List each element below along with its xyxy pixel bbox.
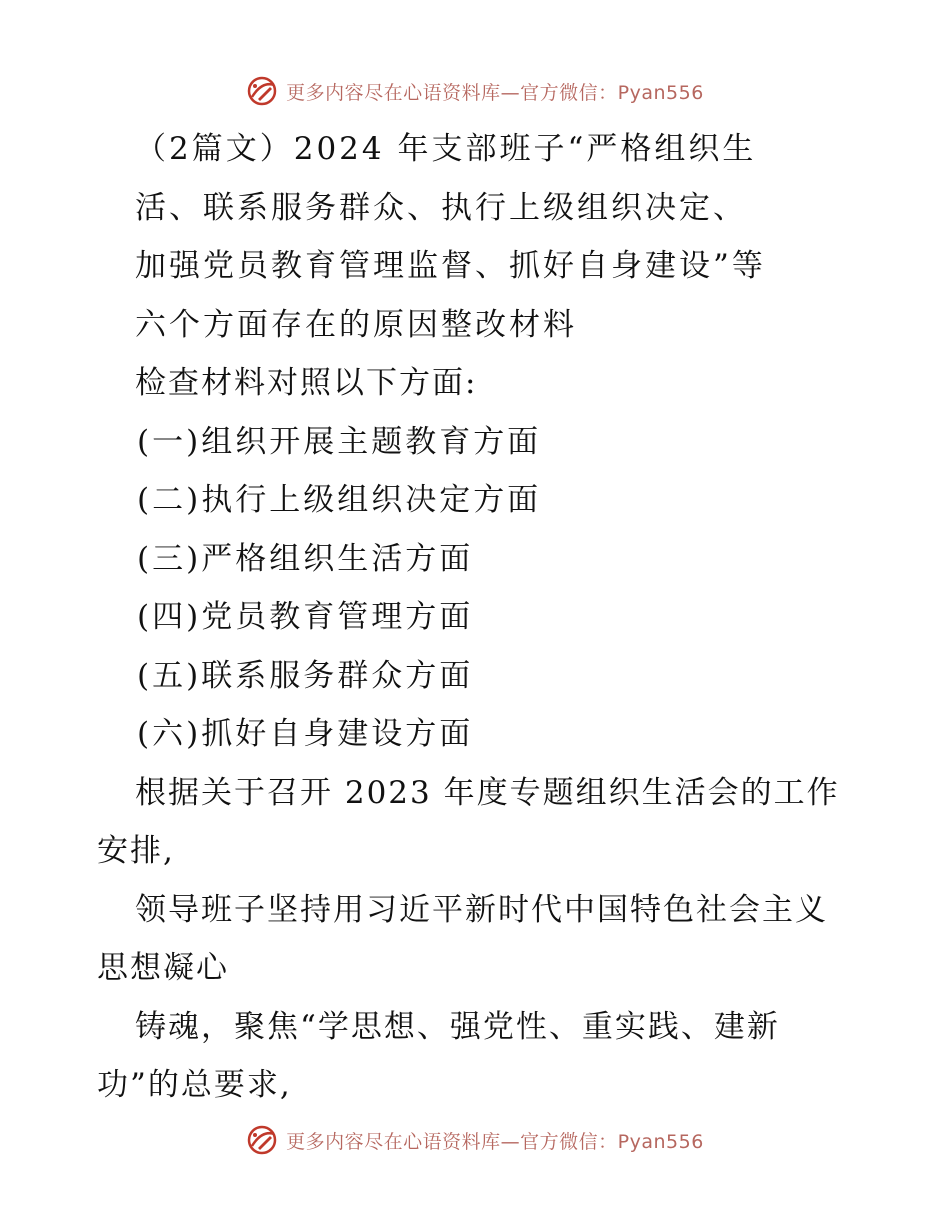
document-body — [97, 120, 857, 1115]
paragraph-line: 安排, — [97, 833, 175, 869]
list-item: (一)组织开展主题教育方面 — [137, 423, 542, 460]
paragraph-line: 铸魂，聚焦“学思想、强党性、重实践、建新 — [135, 1008, 780, 1045]
list-item: (二)执行上级组织决定方面 — [137, 482, 542, 518]
list-item: (四)党员教育管理方面 — [137, 599, 474, 635]
intro-text: 检查材料对照以下方面: — [135, 365, 478, 401]
paragraph-line: 功”的总要求, — [97, 1067, 292, 1103]
footer-watermark — [0, 1120, 950, 1160]
title-line: 活、联系服务群众、执行上级组织决定、 — [135, 189, 747, 226]
title-line: （2篇文）2024 年支部班子“严格组织生 — [135, 131, 757, 167]
paragraph-line: 根据关于召开 2023 年度专题组织生活会的工作 — [135, 774, 840, 811]
pen-logo-icon — [246, 1124, 278, 1156]
paragraph-line: 思想凝心 — [97, 950, 229, 986]
header-watermark — [0, 71, 950, 111]
pen-logo-icon — [246, 75, 278, 107]
title-line: 加强党员教育管理监督、抓好自身建设”等 — [135, 248, 766, 284]
watermark-text: 更多内容尽在心语资料库—官方微信：Pyan556 — [286, 81, 704, 104]
paragraph-line: 领导班子坚持用习近平新时代中国特色社会主义 — [135, 891, 828, 928]
list-item: (五)联系服务群众方面 — [137, 657, 474, 694]
title-line: 六个方面存在的原因整改材料 — [135, 306, 577, 343]
list-item: (六)抓好自身建设方面 — [137, 716, 474, 752]
watermark-text: 更多内容尽在心语资料库—官方微信：Pyan556 — [286, 1130, 704, 1153]
list-item: (三)严格组织生活方面 — [137, 540, 474, 577]
